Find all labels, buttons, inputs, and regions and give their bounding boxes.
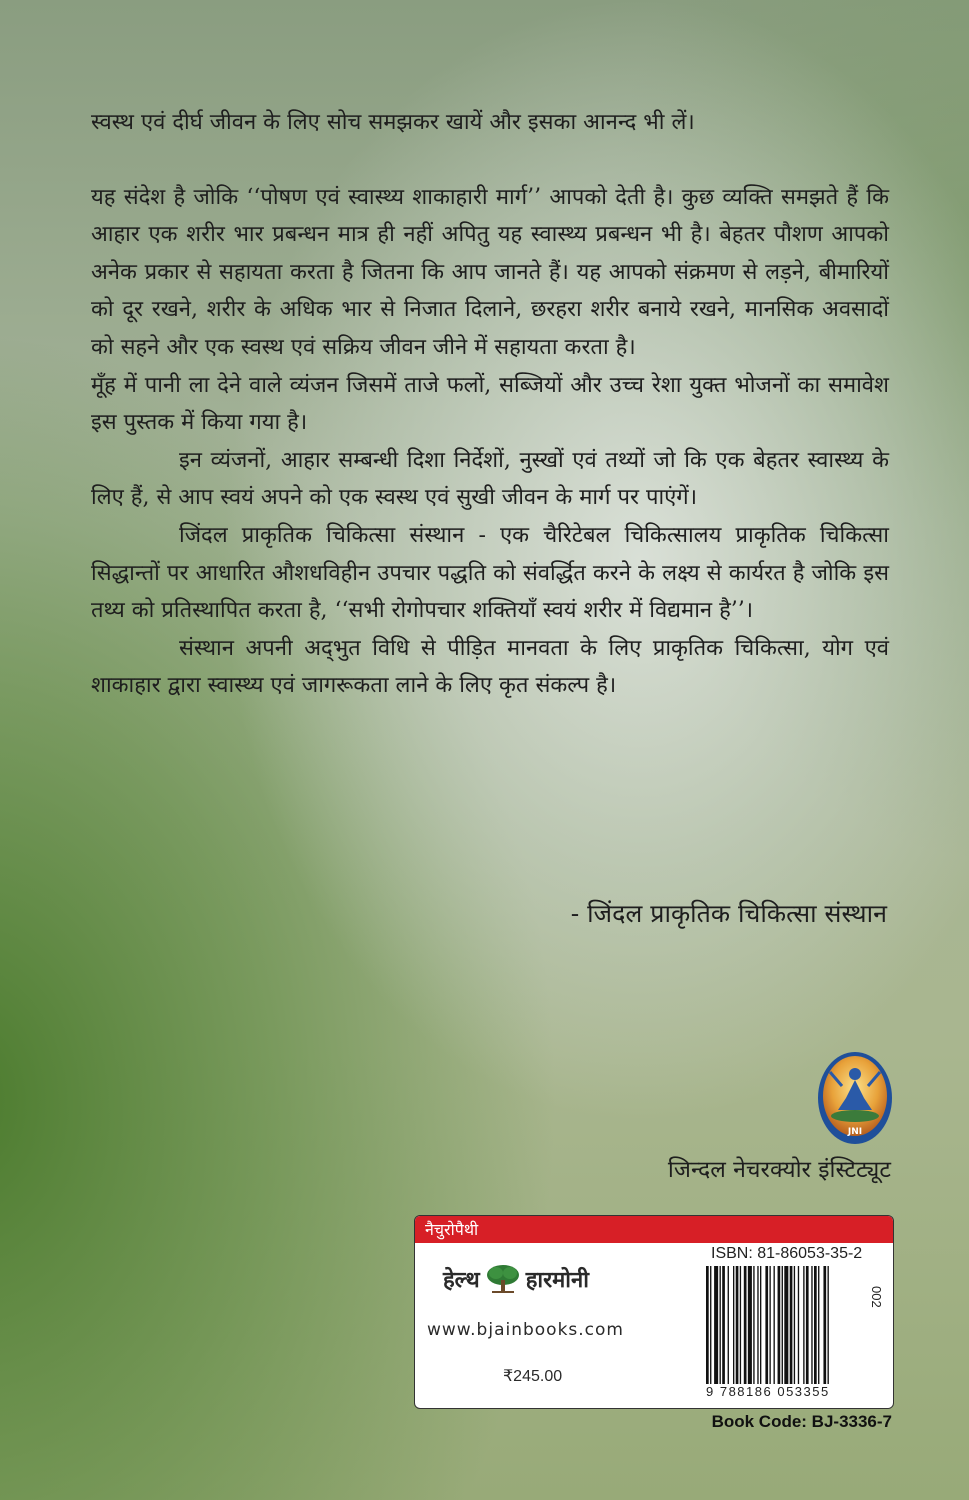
barcode-bar bbox=[769, 1266, 770, 1384]
paragraph-institute: जिंदल प्राकृतिक चिकित्सा संस्थान - एक चैरिटेबल चिकित्सालय प्राकृतिक चिकित्सा सिद्धान्तों पर आधारित औशधविहीन उपचार पद्धति को संवर्द्धित करने के लक्ष्य से कार्यरत है जोकि इस तथ्य को प्रतिस्थापित करता है, ‘‘सभी रोगोपचार शक्तियाँ स्वयं शरीर में विद्यमान है’’। bbox=[91, 522, 889, 624]
barcode-bar bbox=[706, 1266, 709, 1384]
paragraph-mission: संस्थान अपनी अद्‌भुत विधि से पीड़ित मानवता के लिए प्राकृतिक चिकित्सा, योग एवं शाकाहार द्वारा स्वास्थ्य एवं जागरूकता लाने के लिए कृत संकल्प है। bbox=[91, 635, 889, 699]
barcode-bar bbox=[814, 1266, 817, 1384]
institute-name: जिन्दल नेचरक्योर इंस्टिट्यूट bbox=[667, 1157, 891, 1183]
barcode-bar bbox=[720, 1266, 721, 1384]
barcode-bar bbox=[778, 1266, 781, 1384]
barcode-bar bbox=[740, 1266, 741, 1384]
category-bar: नैचुरोपैथी bbox=[415, 1216, 893, 1243]
barcode-bar bbox=[733, 1266, 734, 1384]
book-code: Book Code: BJ-3336-7 bbox=[711, 1412, 892, 1431]
barcode bbox=[704, 1266, 866, 1386]
price: ₹245.00 bbox=[503, 1368, 563, 1385]
barcode-bar bbox=[757, 1266, 758, 1384]
barcode-bar bbox=[753, 1266, 754, 1384]
signature: - जिंदल प्राकृतिक चिकित्सा संस्थान bbox=[570, 899, 887, 928]
barcode-bar bbox=[806, 1266, 809, 1384]
publisher-box bbox=[414, 1215, 894, 1409]
barcode-bar bbox=[803, 1266, 804, 1384]
barcode-bar bbox=[811, 1266, 812, 1384]
barcode-bar bbox=[760, 1266, 761, 1384]
barcode-bar bbox=[823, 1266, 826, 1384]
website-link[interactable]: www.bjainbooks.com bbox=[427, 1320, 624, 1340]
barcode-bar bbox=[748, 1266, 752, 1384]
barcode-bar bbox=[798, 1266, 799, 1384]
barcode-digits: 9 788186 053355 bbox=[706, 1384, 830, 1399]
imprint-left: हेल्थ bbox=[443, 1267, 480, 1293]
tagline: स्वस्थ एवं दीर्घ जीवन के लिए सोच समझकर खायें और इसका आनन्द भी लें। bbox=[91, 110, 695, 135]
barcode-bar bbox=[784, 1266, 788, 1384]
addon-code: 002 bbox=[869, 1286, 884, 1308]
barcode-bar bbox=[818, 1266, 819, 1384]
isbn: ISBN: 81-86053-35-2 bbox=[711, 1245, 863, 1262]
logo-text: JNI bbox=[847, 1127, 863, 1137]
imprint-right: हारमोनी bbox=[525, 1267, 589, 1293]
imprint-logo bbox=[443, 1264, 589, 1294]
barcode-bar bbox=[710, 1266, 711, 1384]
barcode-bar bbox=[722, 1266, 725, 1384]
yoga-meditation-logo-icon bbox=[816, 1050, 894, 1146]
barcode-bar bbox=[728, 1266, 729, 1384]
barcode-bar bbox=[744, 1266, 747, 1384]
barcode-bar bbox=[714, 1266, 718, 1384]
barcode-bar bbox=[736, 1266, 739, 1384]
barcode-bar bbox=[794, 1266, 795, 1384]
description-text bbox=[91, 104, 889, 705]
paragraph-recipes: मूँह में पानी ला देने वाले व्यंजन जिसमें ताजे फलों, सब्जियों और उच्च रेशा युक्त भोजनों का समावेश इस पुस्तक में किया गया है। bbox=[91, 372, 889, 436]
barcode-bar bbox=[774, 1266, 775, 1384]
barcode-bar bbox=[765, 1266, 768, 1384]
barcode-bar bbox=[828, 1266, 829, 1384]
paragraph-guidelines: इन व्यंजनों, आहार सम्बन्धी दिशा निर्देशों, नुस्खों एवं तथ्यों जो कि एक बेहतर स्वास्थ्य के लिए हैं, से आप स्वयं अपने को एक स्वस्थ एवं सुखी जीवन के मार्ग पर पाएंगें। bbox=[91, 447, 889, 511]
barcode-bar bbox=[782, 1266, 783, 1384]
tree-icon bbox=[486, 1264, 520, 1294]
barcode-bar bbox=[790, 1266, 793, 1384]
paragraph-message: यह संदेश है जोकि ‘‘पोषण एवं स्वास्थ्य शाकाहारी मार्ग’’ आपको देती है। कुछ व्यक्ति समझते हैं कि आहार एक शरीर भार प्रबन्धन मात्र ही नहीं अपितु यह स्वास्थ्य प्रबन्धन भी है। बेहतर पौशण आपको अनेक प्रकार से सहायता करता है जितना कि आप जानते हैं। यह आपको संक्रमण से लड़ने, बीमारियों को दूर रखने, शरीर के अधिक भार से निजात दिलाने, छरहरा शरीर बनाये रखने, मानसिक अवसादों को सहने और एक स्वस्थ एवं सक्रिय जीवन जीने में सहायता करता है। bbox=[91, 184, 889, 360]
